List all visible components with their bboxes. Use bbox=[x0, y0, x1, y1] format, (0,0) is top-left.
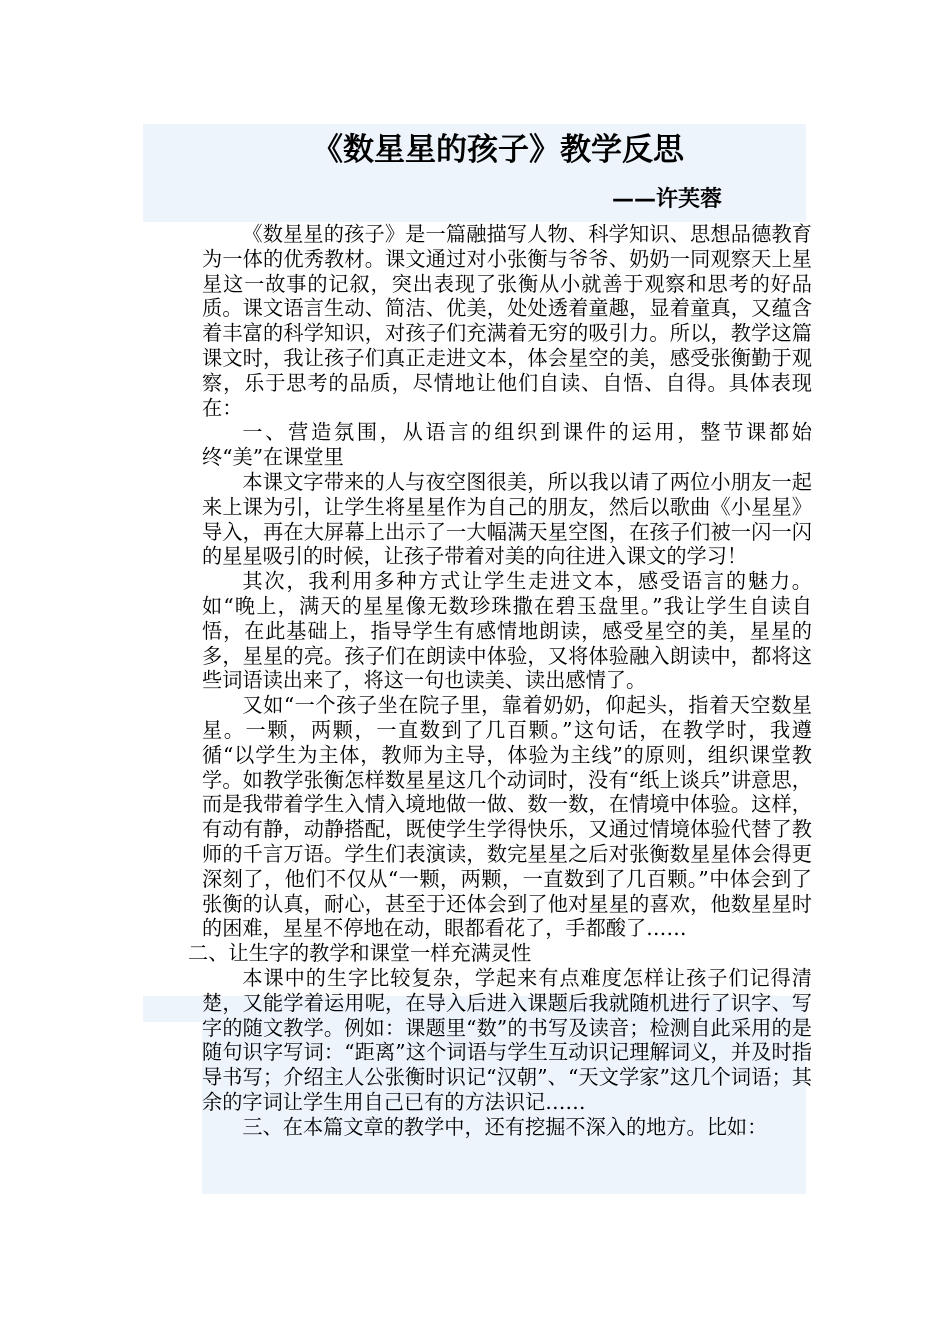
body-paragraph: 本课文字带来的人与夜空图很美，所以我以请了两位小朋友一起来上课为引，让学生将星星作为自己的朋友，然后以歌曲《小星星》导入，再在大屏幕上出示了一大幅满天星空图，在孩子们被一闪一闪的星星吸引的时候，让孩子带着对美的向往进入课文的学习！ bbox=[202, 469, 812, 569]
document-title: 《数星星的孩子》教学反思 bbox=[312, 132, 684, 168]
document-body bbox=[188, 222, 812, 1139]
section-one-heading: 一、营造氛围，从语言的组织到课件的运用，整节课都始终“美”在课堂里 bbox=[202, 420, 812, 470]
intro-paragraph: 《数星星的孩子》是一篇融描写人物、科学知识、思想品德教育为一体的优秀教材。课文通过对小张衡与爷爷、奶奶一同观察天上星星这一故事的记叙，突出表现了张衡从小就善于观察和思考的好品质。课文语言生动、简洁、优美，处处透着童趣，显着童真，又蕴含着丰富的科学知识，对孩子们充满着无穷的吸引力。所以，教学这篇课文时，我让孩子们真正走进文本，体会星空的美，感受张衡勤于观察，乐于思考的品质，尽情地让他们自读、自悟、自得。具体表现在： bbox=[202, 222, 812, 420]
body-paragraph: 本课中的生字比较复杂，学起来有点难度怎样让孩子们记得清楚，又能学着运用呢，在导入后进入课题后我就随机进行了识字、写字的随文教学。例如：课题里“数”的书写及读音；检测自此采用的是随句识字写词：“距离”这个词语与学生互动识记理解词义，并及时指导书写；介绍主人公张衡时识记“汉朝”、“天文学家”这几个词语；其余的字词让学生用自己已有的方法识记…… bbox=[202, 965, 812, 1114]
document-author: ——许芙蓉 bbox=[612, 187, 723, 212]
body-paragraph: 其次，我利用多种方式让学生走进文本，感受语言的魅力。如“晚上，满天的星星像无数珍珠撒在碧玉盘里。”我让学生自读自悟，在此基础上，指导学生有感情地朗读，感受星空的美，星星的多，星星的亮。孩子们在朗读中体验，又将体验融入朗读中，都将这些词语读出来了，将这一句也读美、读出感情了。 bbox=[202, 569, 812, 693]
section-two-heading: 二、让生字的教学和课堂一样充满灵性 bbox=[188, 941, 532, 966]
section-three-heading: 三、在本篇文章的教学中，还有挖掘不深入的地方。比如： bbox=[242, 1114, 768, 1139]
body-paragraph: 又如“一个孩子坐在院子里，靠着奶奶，仰起头，指着天空数星星。一颗，两颗，一直数到了几百颗。”这句话，在教学时，我遵循“以学生为主体，教师为主导，体验为主线”的原则，组织课堂教学。如教学张衡怎样数星星这几个动词时，没有“纸上谈兵”讲意思，而是我带着学生入情入境地做一做、数一数，在情境中体验。这样，有动有静，动静搭配，既使学生学得快乐，又通过情境体验代替了教师的千言万语。学生们表演读，数完星星之后对张衡数星星体会得更深刻了，他们不仅从“一颗，两颗，一直数到了几百颗。”中体会到了张衡的认真，耐心，甚至于还体会到了他对星星的喜欢，他数星星时的困难，星星不停地在动，眼都看花了，手都酸了…… bbox=[202, 693, 812, 941]
